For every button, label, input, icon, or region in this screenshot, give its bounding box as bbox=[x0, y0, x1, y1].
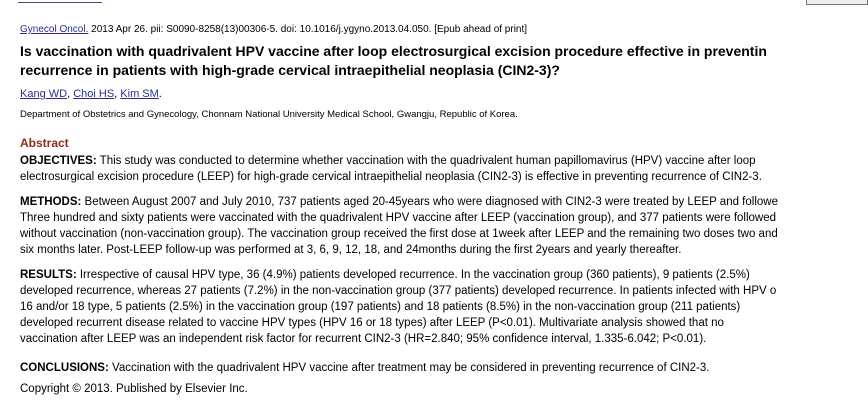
methods-line: six months later. Post-LEEP follow-up was performed at 3, 6, 9, 12, 18, and 24months during the first 2years and yearly thereafter. bbox=[20, 244, 682, 256]
conclusions-label: CONCLUSIONS: bbox=[20, 362, 109, 374]
results-line: RESULTS: Irrespective of causal HPV type, 36 (4.9%) patients developed recurrence. In the vaccination group (360 patients), 9 patients (2.5%) bbox=[20, 269, 750, 281]
results-line: 16 and/or 18 type, 5 patients (2.5%) in the vaccination group (197 patients) and 18 patients (8.5%) in the non-vaccination group (211 patients) bbox=[20, 301, 741, 313]
affiliation: Department of Obstetrics and Gynecology, Chonnam National University Medical School, Gwangju, Republic of Korea. bbox=[20, 109, 518, 120]
abstract-heading: Abstract bbox=[20, 136, 69, 150]
methods-line: METHODS: Between August 2007 and July 2010, 737 patients aged 20-45years who were diagnosed with CIN2-3 were treated by LEEP and followe bbox=[20, 196, 778, 208]
objectives-label: OBJECTIVES: bbox=[20, 155, 97, 167]
abstract-results bbox=[20, 267, 776, 347]
author-end: . bbox=[158, 88, 162, 100]
author-separator: , bbox=[67, 88, 74, 100]
author-list bbox=[20, 88, 162, 100]
results-line: vaccination after LEEP was an independent risk factor for recurrent CIN2-3 (HR=2.840; 95% confidence interval, 1.335-6.042; P<0.01). bbox=[20, 333, 707, 345]
methods-line: Three hundred and sixty patients were vaccinated with the quadrivalent HPV vaccine after LEEP (vaccination group), and 377 patients were followed bbox=[20, 212, 777, 224]
abstract-conclusions bbox=[20, 360, 709, 376]
truncated-top-button[interactable] bbox=[806, 0, 868, 5]
results-line: developed recurrent disease related to vaccine HPV types (HPV 16 or 18 types) after LEEP (P<0.01). Multivariate analysis showed that no bbox=[20, 317, 724, 329]
methods-line: without vaccination (non-vaccination group). The vaccination group received the first dose at 1week after LEEP and the remaining two doses two and bbox=[20, 228, 778, 240]
copyright-notice: Copyright © 2013. Published by Elsevier Inc. bbox=[20, 383, 248, 395]
results-line: developed recurrence, whereas 27 patients (7.2%) in the non-vaccination group (377 patients) developed recurrence. In patients infected with HPV o bbox=[20, 285, 777, 297]
abstract-methods bbox=[20, 194, 778, 258]
objectives-line: OBJECTIVES: This study was conducted to determine whether vaccination with the quadrivalent human papillomavirus (HPV) vaccine after loop bbox=[20, 155, 756, 167]
results-label: RESULTS: bbox=[20, 269, 77, 281]
author-link[interactable]: Choi HS bbox=[73, 88, 115, 100]
author-link[interactable]: Kang WD bbox=[20, 88, 68, 100]
methods-label: METHODS: bbox=[20, 196, 82, 208]
abstract-objectives bbox=[20, 153, 762, 185]
author-link[interactable]: Kim SM bbox=[120, 88, 159, 100]
objectives-line: electrosurgical excision procedure (LEEP) for high-grade cervical intraepithelial neoplasia (CIN2-3) is effective in preventing recurrence of CIN2-3. bbox=[20, 171, 762, 183]
author-separator: , bbox=[114, 88, 121, 100]
article-title-line-2: recurrence in patients with high-grade cervical intraepithelial neoplasia (CIN2-3)? bbox=[20, 62, 560, 78]
citation-line bbox=[20, 24, 527, 35]
truncated-top-link[interactable] bbox=[18, 0, 102, 3]
article-title bbox=[20, 42, 868, 80]
article-title-line-1: Is vaccination with quadrivalent HPV vaccine after loop electrosurgical excision procedure effective in preventin bbox=[20, 43, 767, 59]
conclusions-line: CONCLUSIONS: Vaccination with the quadrivalent HPV vaccine after treatment may be considered in preventing recurrence of CIN2-3. bbox=[20, 362, 710, 374]
citation-details: 2013 Apr 26. pii: S0090-8258(13)00306-5. doi: 10.1016/j.ygyno.2013.04.050. [Epub ahead of print] bbox=[88, 24, 528, 35]
journal-link[interactable]: Gynecol Oncol. bbox=[20, 24, 89, 35]
